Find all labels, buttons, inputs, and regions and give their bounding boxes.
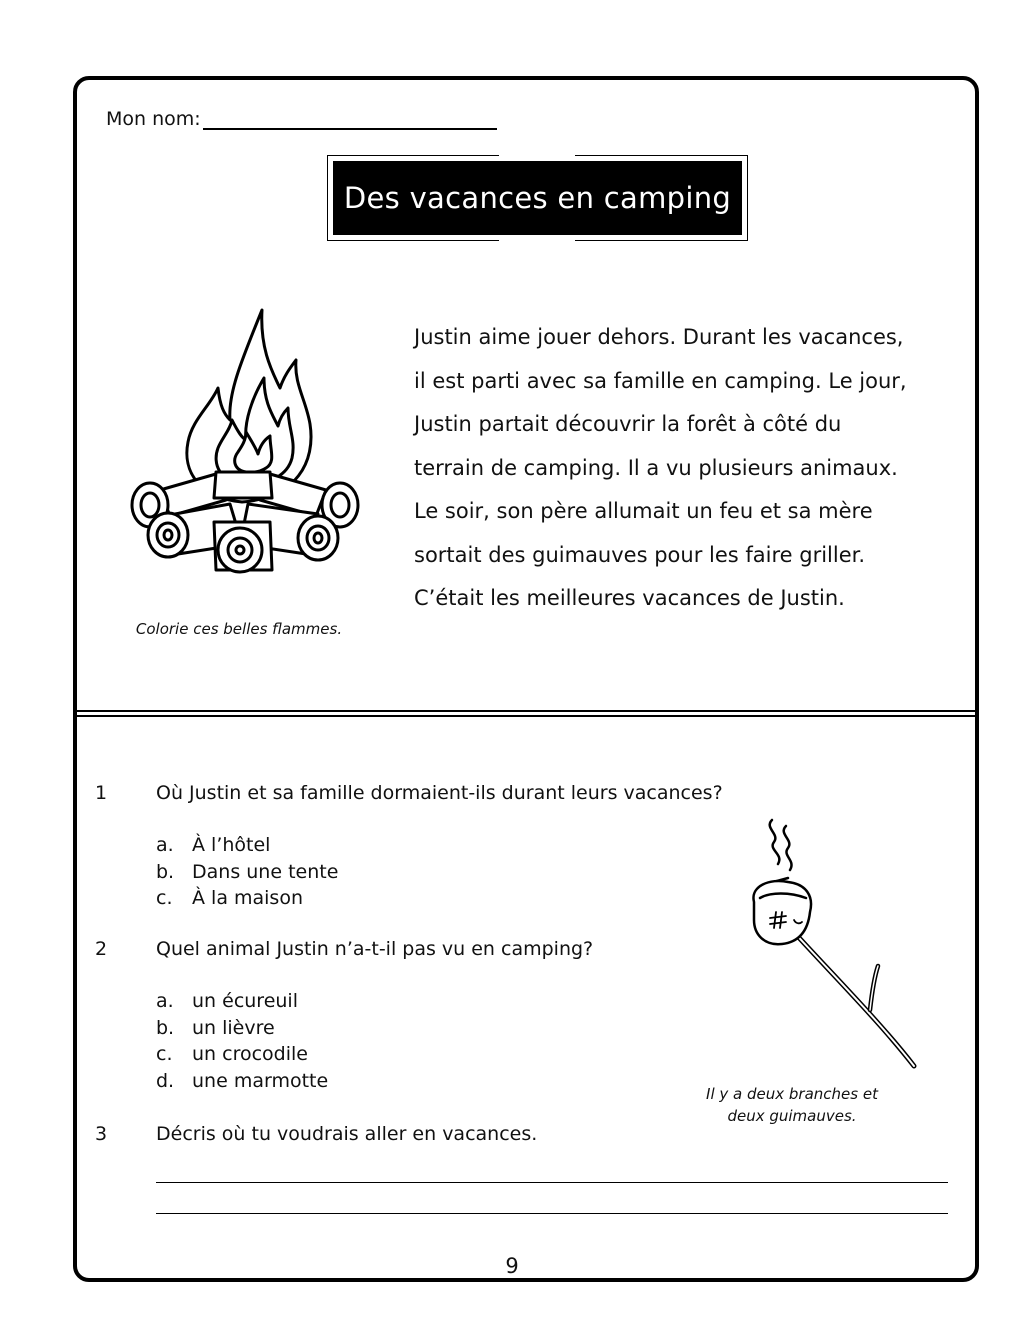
name-field-row <box>106 106 497 130</box>
question-2-text: Quel animal Justin n’a-t-il pas vu en camping? <box>156 938 594 960</box>
passage-line: Le soir, son père allumait un feu et sa mère <box>414 499 873 523</box>
option-item[interactable] <box>156 1041 328 1068</box>
answer-line[interactable] <box>156 1182 948 1183</box>
page-title: Des vacances en camping <box>333 161 742 235</box>
question-1-options <box>156 832 338 912</box>
option-letter: d. <box>156 1069 175 1092</box>
fire-caption: Colorie ces belles flammes. <box>135 620 343 638</box>
option-letter: b. <box>156 860 175 883</box>
passage-line: il est parti avec sa famille en camping. Le jour, <box>414 368 907 393</box>
option-text: un lièvre <box>192 1016 275 1039</box>
marshmallow-stick-icon <box>730 812 930 1074</box>
option-item[interactable] <box>156 1015 328 1042</box>
option-item[interactable] <box>156 988 328 1015</box>
option-text: À l’hôtel <box>192 834 271 856</box>
marshmallow-caption <box>672 1083 912 1127</box>
passage-line: terrain de camping. Il a vu plusieurs animaux. <box>414 455 898 480</box>
option-item[interactable] <box>156 1068 328 1095</box>
question-3-text: Décris où tu voudrais aller en vacances. <box>156 1123 538 1145</box>
question-2-number: 2 <box>95 938 108 960</box>
name-input-line[interactable] <box>203 106 497 130</box>
name-label: Mon nom: <box>106 108 201 130</box>
option-text: un écureuil <box>192 990 298 1012</box>
option-item[interactable] <box>156 885 338 912</box>
reading-passage <box>414 316 974 621</box>
passage-line: C’était les meilleures vacances de Justin. <box>414 586 845 610</box>
title-border-gap-top <box>499 153 575 159</box>
question-3-number: 3 <box>95 1123 108 1145</box>
title-banner <box>327 155 748 241</box>
option-letter: c. <box>156 1043 173 1065</box>
marshmallow-caption-line: Il y a deux branches et <box>706 1085 878 1103</box>
question-1-number: 1 <box>95 782 108 804</box>
passage-line: Justin partait découvrir la forêt à côté du <box>414 412 842 436</box>
question-2-options <box>156 988 328 1094</box>
option-text: Dans une tente <box>192 860 339 883</box>
option-letter: a. <box>156 834 174 856</box>
question-1-text: Où Justin et sa famille dormaient-ils durant leurs vacances? <box>156 782 723 804</box>
option-letter: c. <box>156 887 173 909</box>
option-text: une marmotte <box>192 1069 329 1092</box>
answer-line[interactable] <box>156 1213 948 1214</box>
title-border-gap-bottom <box>499 237 575 243</box>
campfire-icon <box>120 302 360 582</box>
option-text: un crocodile <box>192 1043 308 1065</box>
section-divider <box>77 710 975 717</box>
option-letter: b. <box>156 1016 175 1039</box>
page-number: 9 <box>505 1254 519 1278</box>
passage-line: Justin aime jouer dehors. Durant les vacances, <box>414 325 904 349</box>
option-text: À la maison <box>192 887 303 909</box>
option-item[interactable] <box>156 832 338 859</box>
option-letter: a. <box>156 990 174 1012</box>
option-item[interactable] <box>156 859 338 886</box>
passage-line: sortait des guimauves pour les faire griller. <box>414 542 866 567</box>
marshmallow-caption-line: deux guimauves. <box>727 1107 857 1125</box>
